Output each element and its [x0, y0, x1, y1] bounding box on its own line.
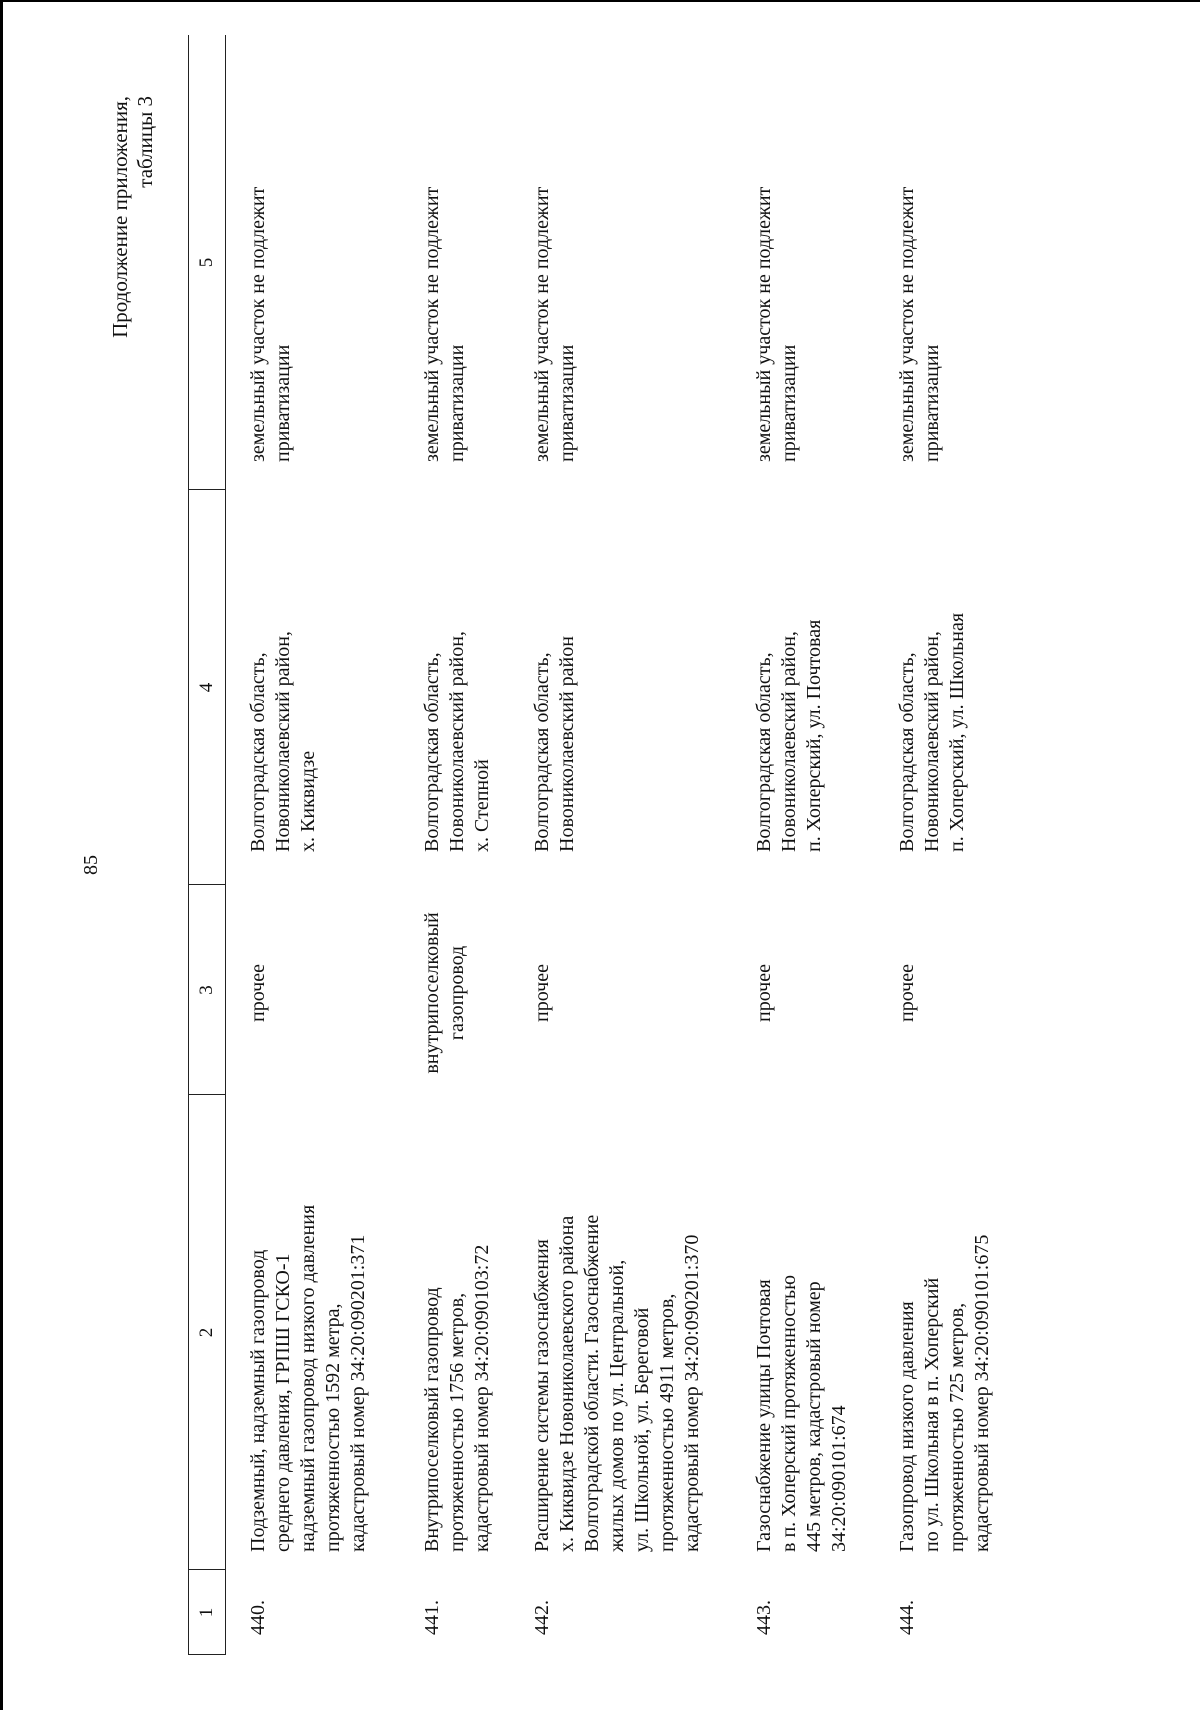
object-address: Волгоградская область, Новониколаевский район, х. Киквидзе — [247, 631, 319, 852]
object-description: Расширение системы газоснабжения х. Киквидзе Новониколаевского района Волгоградской области. Газоснабжение жилых домов по ул. Центральной, ул. Школьной, ул. Береговой протяженностью 4911 метров, кадастровый номер 34:20:090201:370 — [531, 1214, 703, 1552]
object-type: прочее — [531, 964, 553, 1022]
object-description: Подземный, надземный газопровод среднего давления, ГРПШ ГСКО-1 надземный газопровод низкого давления протяженностью 1592 метра, кадастровый номер 34:20:090201:371 — [247, 1204, 369, 1552]
object-note: земельный участок не подлежит приватизации — [247, 186, 294, 462]
table-top-rule — [188, 35, 189, 1655]
object-type: прочее — [896, 964, 918, 1022]
object-address: Волгоградская область, Новониколаевский район — [531, 636, 578, 852]
header-cell: 5 — [196, 257, 217, 268]
header-cell: 1 — [196, 1607, 217, 1618]
object-note: земельный участок не подлежит приватизации — [531, 186, 578, 462]
header-cell: 3 — [196, 985, 217, 995]
row-number: 444. — [896, 1600, 918, 1635]
page-number: 85 — [80, 855, 102, 875]
header-cell: 4 — [196, 682, 217, 693]
object-address: Волгоградская область, Новониколаевский район, п. Хоперский, ул. Почтовая — [753, 619, 825, 852]
object-type: прочее — [247, 964, 269, 1022]
row-number: 442. — [531, 1600, 553, 1635]
object-note: земельный участок не подлежит приватизации — [421, 186, 468, 462]
row-number: 440. — [247, 1600, 269, 1635]
object-description: Газопровод низкого давления по ул. Школьная в п. Хоперский протяженностью 725 метров, кадастровый номер 34:20:090101:675 — [896, 1234, 993, 1552]
object-type: прочее — [753, 964, 775, 1022]
row-number: 443. — [753, 1600, 775, 1635]
object-address: Волгоградская область, Новониколаевский район, п. Хоперский, ул. Школьная — [896, 612, 968, 852]
object-note: земельный участок не подлежит приватизации — [896, 186, 943, 462]
object-note: земельный участок не подлежит приватизации — [753, 186, 800, 462]
object-description: Газоснабжение улицы Почтовая в п. Хоперский протяженностью 445 метров, кадастровый номер 34:20:090101:674 — [753, 1274, 850, 1552]
object-description: Внутрипоселковый газопровод протяженностью 1756 метров, кадастровый номер 34:20:090103:72 — [421, 1244, 493, 1552]
row-number: 441. — [421, 1600, 443, 1635]
continuation-title: Продолжение приложения, таблицы 3 — [108, 96, 157, 338]
table-header-rule — [225, 35, 226, 1655]
header-cell: 2 — [196, 1327, 217, 1338]
object-address: Волгоградская область, Новониколаевский район, х. Степной — [421, 631, 493, 852]
object-type: внутрипоселковый газопровод — [421, 912, 468, 1074]
